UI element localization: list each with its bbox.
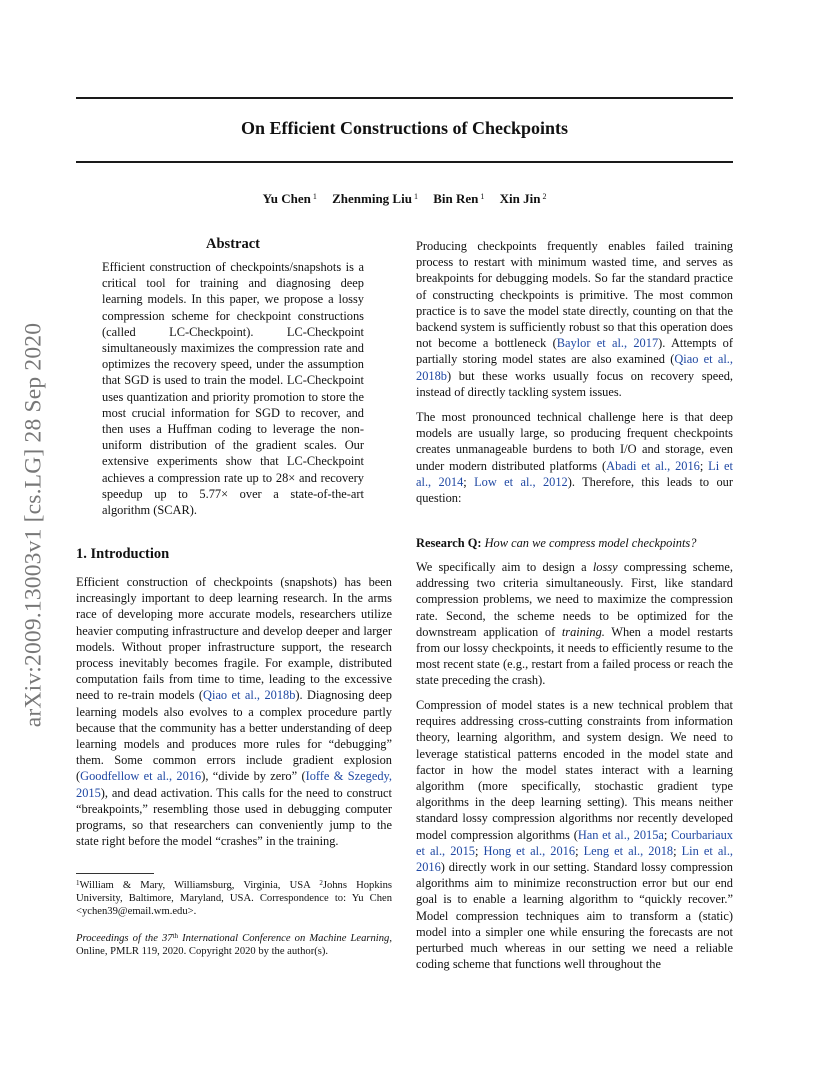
text-run: Compression of model states is a new technical problem that requires addressing cross-cutting constraints from information theory, learning algorithm, and system design. We need to leverage statistical patterns encoded in the model state and factor in how the model states interact with a learning algorithm (more specifically, stochastic gradient type algorithms in the deep learning setting). This means neither standard lossy compression algorithms nor recently developed model compression algorithms ( (416, 698, 733, 842)
text-run: When a model restarts from our lossy checkpoints, it needs to efficiently resume to the most recent state (e.g., restart from a failed process or reach the state preceding the crash). (416, 624, 733, 688)
arxiv-identifier-text: arXiv:2009.13003v1 [cs.LG] 28 Sep 2020 (20, 322, 47, 728)
research-question-label: Research Q: (416, 536, 482, 550)
emphasis-text: training. (561, 624, 605, 639)
body-paragraph (416, 697, 733, 972)
citation-link[interactable]: Low et al., 2012 (474, 474, 568, 489)
text-run: ; (663, 827, 672, 842)
citation-link[interactable]: Courbariaux et al., 2015 (416, 827, 733, 858)
introduction-paragraph (76, 574, 392, 849)
paper-title: On Efficient Constructions of Checkpoints (240, 118, 568, 138)
text-run: ; (463, 474, 475, 489)
top-rule (76, 97, 733, 99)
citation-link[interactable]: Ioffe & Szegedy, 2015 (76, 769, 393, 800)
text-run: ; (474, 843, 484, 858)
text-run: ; (673, 843, 682, 858)
body-paragraph (416, 409, 733, 506)
right-column-paragraph-3 (416, 559, 733, 689)
arxiv-identifier-stamp (21, 290, 47, 760)
author (500, 191, 547, 206)
text-run: ), and dead activation. This calls for the need to construct “breakpoints,” resembling those used in debugging computer programs, so that researchers can conveniently jump to the state right before the model “crashes” in the training. (76, 785, 392, 849)
text-run: ) directly work in our setting. Standard lossy compression algorithms aim to minimize reconstruction error but our end goal is to enable a learning algorithm to “quickly recover.” Model compression techniques aim to transform a (static) model into a simpler one while ensuring the forecasts are not perturbed much whereas in our setting we need a reliable coding scheme that functions well throughout the (416, 860, 733, 972)
abstract-text: Efficient construction of checkpoints/snapshots is a critical tool for training and diagnosing deep learning models. In this paper, we propose a lossy compression scheme for checkpoint constructions (called LC-Checkpoint). LC-Checkpoint simultaneously maximizes the compression rate and optimizes the recovery speed, under the assumption that SGD is used to train the model. LC-Checkpoint uses quantization and priority promotion to store the most crucial information for SGD to recover, and then uses a Huffman coding to leverage the non-uniform distribution of the gradient scales. Our extensive experiments show that LC-Checkpoint achieves a compression rate up to 28× and recovery speedup up to 5.77× over a state-of-the-art algorithm (SCAR). (102, 260, 364, 518)
author-name: Bin Ren (433, 191, 479, 206)
author-name: Xin Jin (499, 191, 541, 206)
citation-link[interactable]: Lin et al., 2016 (416, 843, 734, 875)
author-affiliation-mark: 1 (312, 192, 317, 201)
title-bottom-rule (76, 161, 733, 163)
footnote-affiliation-2: Johns Hopkins University, Baltimore, Maryland, USA. Correspondence to: Yu Chen <ychen39@email.wm.edu>. (76, 880, 392, 918)
abstract-heading: Abstract (206, 236, 260, 252)
right-column-paragraph-1 (416, 238, 733, 400)
proceedings-italic-prefix: Proceedings of the 37 (76, 933, 173, 944)
author-name: Yu Chen (262, 191, 311, 206)
citation-link[interactable]: Qiao et al., 2018b (203, 688, 296, 703)
introduction-heading: 1. Introduction (76, 546, 170, 562)
author (332, 191, 418, 206)
text-run: ). Diagnosing deep learning models also evolves to a complex procedure partly because that the community has a better understanding of deep learning models and produces more rules for “debugging” them. Some common errors include gradient explosion ( (76, 688, 392, 784)
author (263, 191, 317, 206)
text-run: compressing scheme, addressing two criteria simultaneously. First, like standard compression problems, we need to maximize the compression rate. Second, the scheme needs to be optimized for the downstream application of (416, 560, 734, 639)
citation-link[interactable]: Baylor et al., 2017 (556, 336, 659, 351)
proceedings-italic-suffix: International Conference on Machine Learning (178, 933, 390, 944)
right-column-paragraph-4 (416, 697, 733, 972)
footnote-divider (76, 873, 154, 874)
citation-link[interactable]: Goodfellow et al., 2016 (80, 769, 202, 784)
citation-link[interactable]: Leng et al., 2018 (583, 843, 674, 858)
footnote-mark: 1 (76, 879, 80, 887)
text-run: The most pronounced technical challenge here is that deep models are usually large, so producing frequent checkpoints creates unmanageable burdens to both I/O and storage, even under modern distributed platforms ( (416, 410, 733, 473)
abstract-body (102, 259, 364, 518)
citation-link[interactable]: Abadi et al., 2016 (606, 458, 700, 473)
text-run: ), “divide by zero” ( (201, 769, 306, 784)
text-run: Producing checkpoints frequently enables failed training process to restart with minimum wasted time, and serves as breakpoints for debugging models. So far the standard practice of constructing checkpoints is primitive. The most common practice is to save the model state directly, counting on that the backend system is sufficiently robust so that this operation does not become a bottleneck ( (416, 239, 733, 351)
emphasis-text: lossy (592, 560, 618, 574)
footnote-mark: 2 (319, 879, 323, 887)
text-run: ). Attempts of partially storing model states are also examined ( (416, 336, 733, 367)
author-name: Zhenming Liu (332, 191, 412, 206)
text-run: Efficient construction of checkpoints (snapshots) has been increasingly important to deep learning research. In the arms race of developing more accurate models, researchers utilize heavier computing infrastructure and develop deeper and larger models. Without proper infrastructure support, the research process inevitably becomes fragile. For example, distributed computation fails from time to time, leading to the excessive need to re-train models ( (76, 575, 392, 703)
body-paragraph (416, 559, 733, 689)
author-list (76, 191, 733, 207)
author-affiliation-mark: 2 (542, 192, 547, 201)
text-run: ; (699, 458, 709, 473)
right-column-paragraph-2 (416, 409, 733, 506)
proceedings-ordinal: th (172, 932, 179, 940)
text-run: ; (575, 843, 584, 858)
text-run: ) but these works usually focus on recovery speed, instead of directly tackling system issues. (416, 368, 733, 399)
citation-link[interactable]: Qiao et al., 2018b (416, 352, 733, 383)
citation-link[interactable]: Han et al., 2015a (577, 827, 664, 842)
footnote-affiliation-1: William & Mary, Williamsburg, Virginia, USA (79, 880, 320, 891)
affiliation-footnote (76, 877, 392, 919)
citation-link[interactable]: Hong et al., 2016 (483, 843, 576, 858)
body-paragraph (416, 238, 733, 400)
proceedings-rest: , Online, PMLR 119, 2020. Copyright 2020 by the author(s). (76, 933, 392, 958)
author-affiliation-mark: 1 (413, 192, 418, 201)
citation-link[interactable]: Li et al., 2014 (416, 458, 733, 489)
text-run: ). Therefore, this leads to our question: (416, 474, 733, 506)
author (433, 191, 484, 206)
author-affiliation-mark: 1 (480, 192, 485, 201)
introduction-body (76, 574, 392, 849)
research-question (416, 535, 733, 551)
text-run: We specifically aim to design a (416, 560, 593, 574)
proceedings-note (76, 930, 392, 958)
research-question-text: How can we compress model checkpoints? (481, 536, 697, 550)
